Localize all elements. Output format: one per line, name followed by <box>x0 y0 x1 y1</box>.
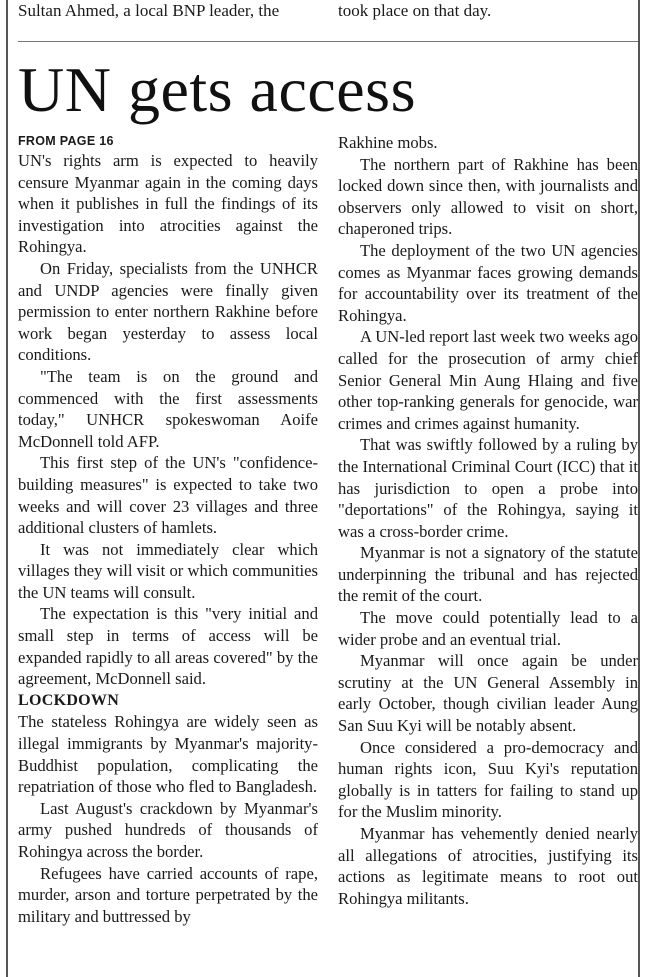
paragraph: The move could potentially lead to a wider probe and an eventual trial. <box>338 608 638 649</box>
paragraph: Rakhine mobs. <box>338 133 438 152</box>
paragraph: The deployment of the two UN agencies comes as Myanmar faces growing demands for accountability over its treatment of the Rohingya. <box>338 240 638 325</box>
page-border-left <box>6 0 8 977</box>
article-divider <box>18 41 638 42</box>
paragraph: Myanmar will once again be under scrutiny at the UN General Assembly in early October, though civilian leader Aung San Suu Kyi will be notably absent. <box>338 651 638 736</box>
section-subhead: LOCKDOWN <box>18 691 120 709</box>
paragraph: Once considered a pro-democracy and human rights icon, Suu Kyi's reputation globally is in tatters for failing to stand up for the Muslim minority. <box>338 737 638 822</box>
headline: UN gets access <box>18 54 416 125</box>
paragraph: The stateless Rohingya are widely seen as illegal immigrants by Myanmar's majority-Buddhist population, complicating the repatriation of those who fled to Bangladesh. <box>18 712 318 797</box>
paragraph: A UN-led report last week two weeks ago called for the prosecution of army chief Senior General Min Aung Hlaing and five other top-ranking generals for genocide, war crimes and crimes against humanity. <box>338 327 638 433</box>
paragraph: That was swiftly followed by a ruling by the International Criminal Court (ICC) that it has jurisdiction to open a probe into "deportations" of the Rohingya, saying it was a cross-border crime. <box>338 435 638 541</box>
right-column <box>338 132 638 909</box>
paragraph: The expectation is this "very initial and small step in terms of access will be expanded rapidly to all areas covered" by the agreement, McDonnell said. <box>18 604 318 689</box>
paragraph: Myanmar has vehemently denied nearly all allegations of atrocities, justifying its actions as legitimate means to root out Rohingya militants. <box>338 824 638 908</box>
previous-article-left-text: Sultan Ahmed, a local BNP leader, the <box>18 1 280 20</box>
paragraph: "The team is on the ground and commenced with the first assessments today," UNHCR spokeswoman Aoife McDonnell told AFP. <box>18 366 318 451</box>
paragraph: Last August's crackdown by Myanmar's army pushed hundreds of thousands of Rohingya across the border. <box>18 798 318 861</box>
paragraph: It was not immediately clear which villages they will visit or which communities the UN teams will consult. <box>18 539 318 602</box>
previous-article-fragment <box>18 0 638 26</box>
left-column <box>18 130 318 927</box>
continuation-label: FROM PAGE 16 <box>18 134 114 148</box>
paragraph: This first step of the UN's "confidence-building measures" is expected to take two weeks and will cover 23 villages and three additional clusters of hamlets. <box>18 453 318 538</box>
page-border-right <box>638 0 640 977</box>
paragraph: Refugees have carried accounts of rape, murder, arson and torture perpetrated by the military and buttressed by <box>18 863 318 926</box>
previous-article-right-text: took place on that day. <box>338 1 492 20</box>
paragraph: UN's rights arm is expected to heavily censure Myanmar again in the coming days when it publishes in full the findings of its investigation into atrocities against the Rohingya. <box>18 151 318 257</box>
paragraph: Myanmar is not a signatory of the statute underpinning the tribunal and has rejected the remit of the court. <box>338 543 638 606</box>
paragraph: The northern part of Rakhine has been locked down since then, with journalists and observers only allowed to visit on short, chaperoned trips. <box>338 154 638 239</box>
paragraph: On Friday, specialists from the UNHCR and UNDP agencies were finally given permission to enter northern Rakhine before work began yesterday to assess local conditions. <box>18 258 318 365</box>
